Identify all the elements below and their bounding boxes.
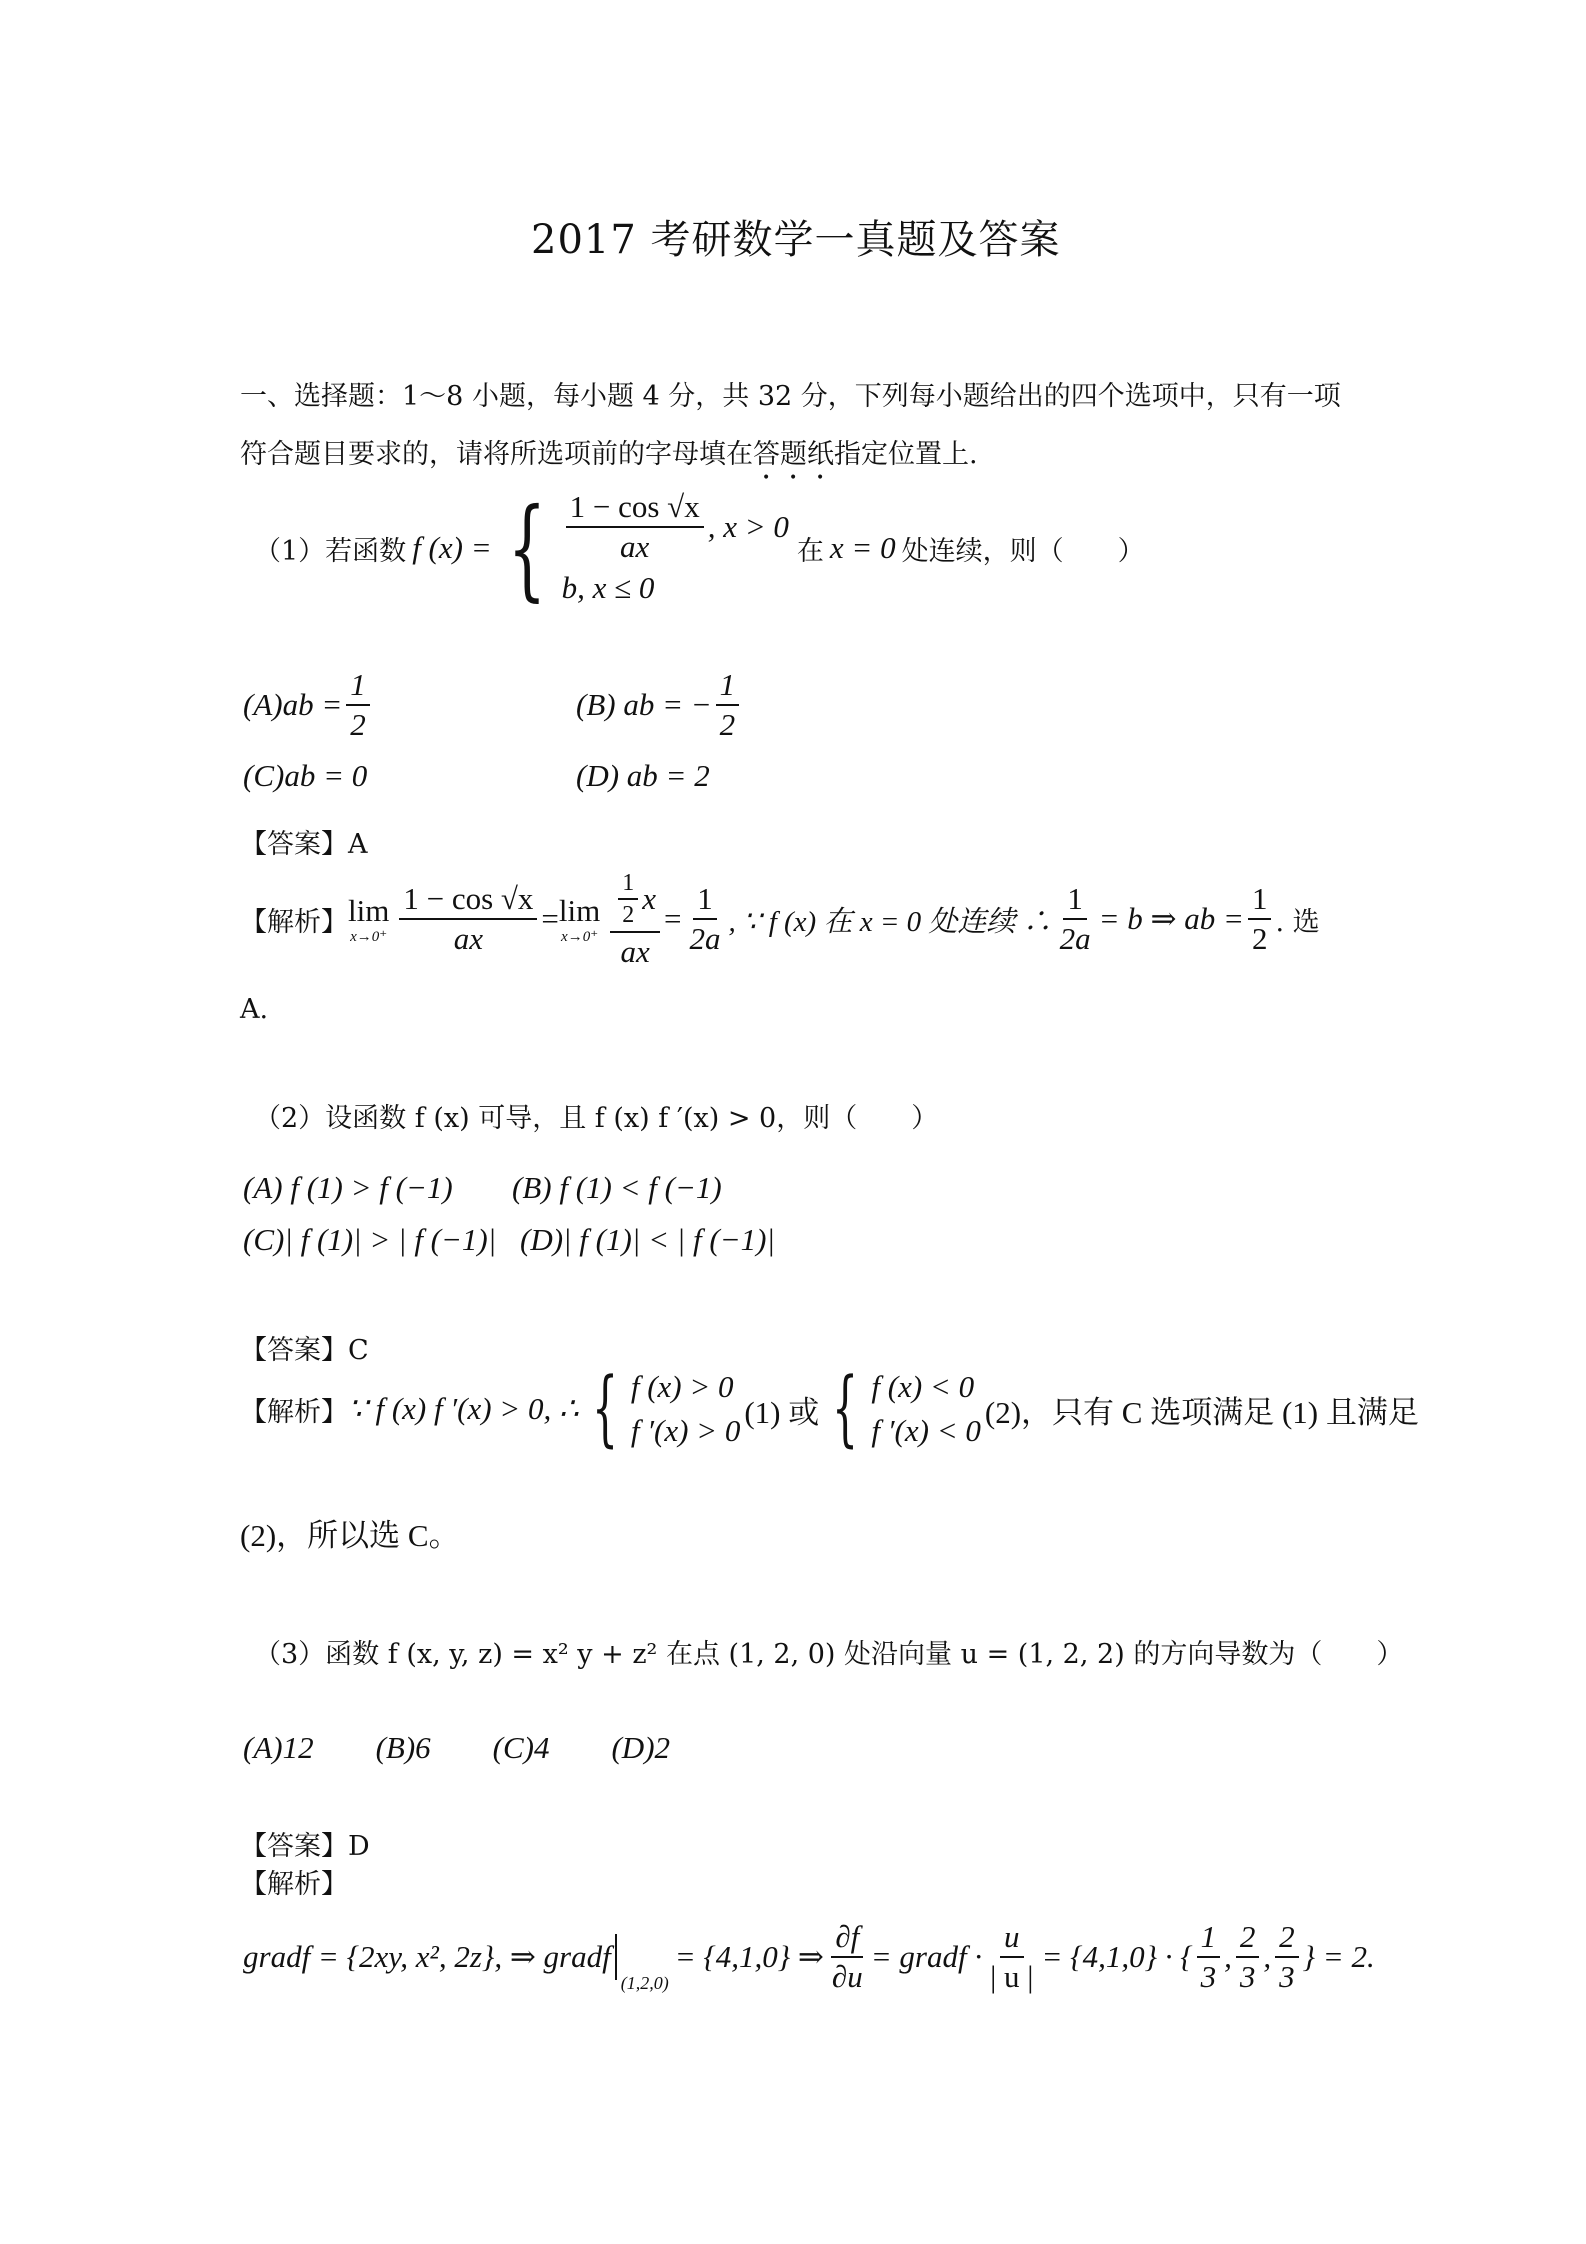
question-2: （2）设函数 f (x) 可导，且 f (x) f ′(x) > 0，则（ ） [254, 1103, 939, 1134]
q2-option-d: (D)| f (1)| < | f (−1)| [520, 1222, 775, 1257]
q1-fraction-b-inner [618, 870, 638, 929]
page-title: 2017 考研数学一真题及答案 [531, 217, 1061, 263]
q1-lim-sub-2: x→0⁺ [561, 928, 599, 945]
q3-frac-3-den: 3 [1279, 1959, 1295, 1995]
q3-partial-fraction [828, 1920, 867, 1994]
q3-options: (A)12 (B)6 (C)4 (D)2 [243, 1730, 671, 1765]
q1-after: 在 [796, 535, 824, 567]
q1-case1-fraction [566, 490, 704, 564]
q1-option-b-num: 1 [716, 668, 740, 706]
q2-case-2b: f ′(x) < 0 [871, 1413, 981, 1448]
q1-fx: f (x) = [412, 530, 492, 566]
q1-option-b [576, 668, 743, 742]
q1-label: （1）若函数 [254, 535, 407, 567]
q2-analysis-label: 【解析】 [240, 1396, 348, 1428]
q3-unit-den: | u | [990, 1959, 1034, 1995]
q2-brace-1: { [591, 1361, 618, 1456]
q2-conclusion: (2)，所以选 C。 [240, 1518, 460, 1553]
q3-formula-part-4: = {4,1,0} · { [1041, 1939, 1193, 1975]
q1-end: . 选 [1275, 906, 1320, 938]
q3-frac-1 [1197, 1920, 1221, 1994]
q2-because: ∵ f (x) f ′(x) > 0, ∴ [348, 1391, 579, 1426]
q1-cases [562, 490, 789, 606]
q2-mid-2: (2)，只有 C 选项满足 (1) 且满足 [984, 1394, 1419, 1430]
q2-cases-2 [871, 1369, 980, 1449]
q2-option-a: (A) f (1) > f (−1) [243, 1170, 453, 1205]
q1-fraction-b [610, 870, 660, 969]
q3-frac-2-num: 2 [1236, 1920, 1260, 1958]
section-intro-line2 [240, 432, 978, 486]
q2-answer: 【答案】C [240, 1335, 369, 1366]
q3-formula-part-3: = gradf · [870, 1939, 983, 1975]
q1-analysis-label: 【解析】 [240, 906, 348, 938]
q2-option-c: (C)| f (1)| > | f (−1)| [243, 1222, 497, 1257]
q1-fraction-d-den: 2a [1059, 921, 1091, 957]
q1-lim [348, 893, 389, 946]
q3-partial-num: ∂f [831, 1920, 863, 1958]
q3-formula-part-2: = {4,1,0} ⇒ [674, 1939, 824, 1975]
q1-case1-den: ax [620, 529, 650, 565]
q1-fraction-d-num: 1 [1063, 882, 1087, 920]
q1-brace: { [507, 484, 546, 613]
q1-option-a-den: 2 [350, 707, 366, 743]
q1-case1-cond: , x > 0 [707, 509, 789, 545]
q1-option-b-label: (B) ab = − [576, 687, 712, 723]
q1-lim-2 [559, 893, 600, 946]
q1-eq2: = [664, 901, 682, 937]
q1-option-b-den: 2 [719, 707, 736, 743]
q3-eval-point: (1,2,0) [620, 1973, 669, 1994]
q3-frac-3 [1275, 1920, 1299, 1994]
q1-option-a-num: 1 [346, 668, 370, 706]
q1-fraction-c-num: 1 [693, 882, 717, 920]
q1-fraction-c-den: 2a [689, 921, 721, 957]
q3-frac-2-den: 3 [1239, 1959, 1256, 1995]
q1-option-a-fraction [346, 668, 370, 742]
q1-case2: b, x ≤ 0 [561, 570, 655, 606]
q1-eq1: = [541, 901, 559, 937]
intro-text: 符合题目要求的，请将所选项前的字母填在 [240, 439, 753, 470]
q3-unit-fraction [986, 1920, 1037, 1994]
q1-option-c: (C)ab = 0 [243, 758, 368, 793]
q1-option-d: (D) ab = 2 [576, 758, 710, 793]
q2-case-1a: f (x) > 0 [630, 1369, 734, 1404]
q1-fraction-b-den: ax [620, 933, 650, 969]
q1-fraction-e-num: 1 [1248, 882, 1272, 920]
q3-answer: 【答案】D [240, 1831, 370, 1862]
q3-partial-den: ∂u [831, 1959, 863, 1995]
q2-brace-2: { [832, 1361, 859, 1456]
q2-analysis [240, 1361, 1419, 1456]
q3-unit-num: u [1000, 1920, 1024, 1958]
q1-fraction-d [1056, 882, 1095, 956]
q3-frac-1-num: 1 [1197, 1920, 1221, 1958]
q2-mid-1: (1) 或 [744, 1394, 820, 1430]
q2-case-2a: f (x) < 0 [871, 1369, 975, 1404]
q1-option-b-fraction [716, 668, 740, 742]
q1-fraction-a-den: ax [453, 921, 484, 957]
q3-formula-part-5: } = 2. [1302, 1939, 1375, 1975]
q1-because: , ∵ f (x) 在 x = 0 处连续 ∴ [728, 905, 1052, 938]
q1-fraction-b-num [610, 870, 660, 933]
q1-lim-sub: x→0⁺ [350, 928, 388, 945]
q3-analysis-label: 【解析】 [240, 1869, 348, 1900]
q1-fraction-a [399, 882, 537, 956]
q1-end-line: A. [240, 994, 269, 1025]
q1-answer: 【答案】A [240, 829, 368, 860]
question-1 [254, 484, 1145, 613]
q2-case-1b: f ′(x) > 0 [630, 1413, 741, 1448]
question-3: （3）函数 f (x, y, z) = x² y + z² 在点 (1, 2, 0) 处沿向量 u = (1, 2, 2) 的方向导数为（ ） [254, 1639, 1404, 1670]
q1-case1-num: 1 − cos √x [566, 490, 704, 528]
q1-fraction-b-inner-num: 1 [618, 870, 638, 900]
q1-analysis [240, 870, 1320, 969]
q1-fraction-b-inner-den: 2 [622, 902, 635, 929]
q3-frac-3-num: 2 [1275, 1920, 1299, 1958]
q2-cases-1 [631, 1369, 740, 1449]
q1-option-a [243, 668, 374, 742]
q1-lim-text: lim [348, 892, 390, 928]
q3-formula-part-1: gradf = {2xy, x², 2z}, ⇒ gradf [243, 1939, 611, 1975]
section-intro-line1: 一、选择题：1～8 小题，每小题 4 分，共 32 分，下列每小题给出的四个选项中，只有一项 [240, 381, 1341, 412]
q1-fraction-e [1248, 882, 1272, 956]
q2-option-b: (B) f (1) < f (−1) [512, 1170, 722, 1205]
q1-fraction-a-num: 1 − cos √x [399, 882, 537, 920]
q3-analysis-formula: gradf = {2xy, x², 2z}, ⇒ gradf (1,2,0) = {4,1,0} ⇒ $\frac{\partial f}{\partial u}$ = gradf · $\frac{u}{| u |}$ = {4,1,0} · { $\frac{1}{3}$ , $\frac{2}{3}$ , $\frac{2}{3}$ } = 2. [243, 1919, 1375, 1995]
q1-fraction-e-den: 2 [1251, 921, 1268, 957]
q1-lim-text-2: lim [558, 892, 601, 928]
q1-fraction-b-x: x [642, 881, 657, 917]
q1-fraction-c [686, 882, 725, 956]
q3-eval-bar [615, 1934, 617, 1980]
intro-text-end: 指定位置上. [834, 439, 978, 470]
q3-frac-1-den: 3 [1200, 1959, 1217, 1995]
q3-frac-2 [1236, 1920, 1260, 1994]
q1-x0: x = 0 [829, 530, 896, 566]
q1-conclusion: = b ⇒ ab = [1098, 901, 1244, 937]
intro-emphasis: 答题纸 [753, 439, 834, 470]
q1-option-a-label: (A)ab = [243, 687, 343, 723]
q1-tail: 处连续，则（ ） [901, 535, 1145, 567]
